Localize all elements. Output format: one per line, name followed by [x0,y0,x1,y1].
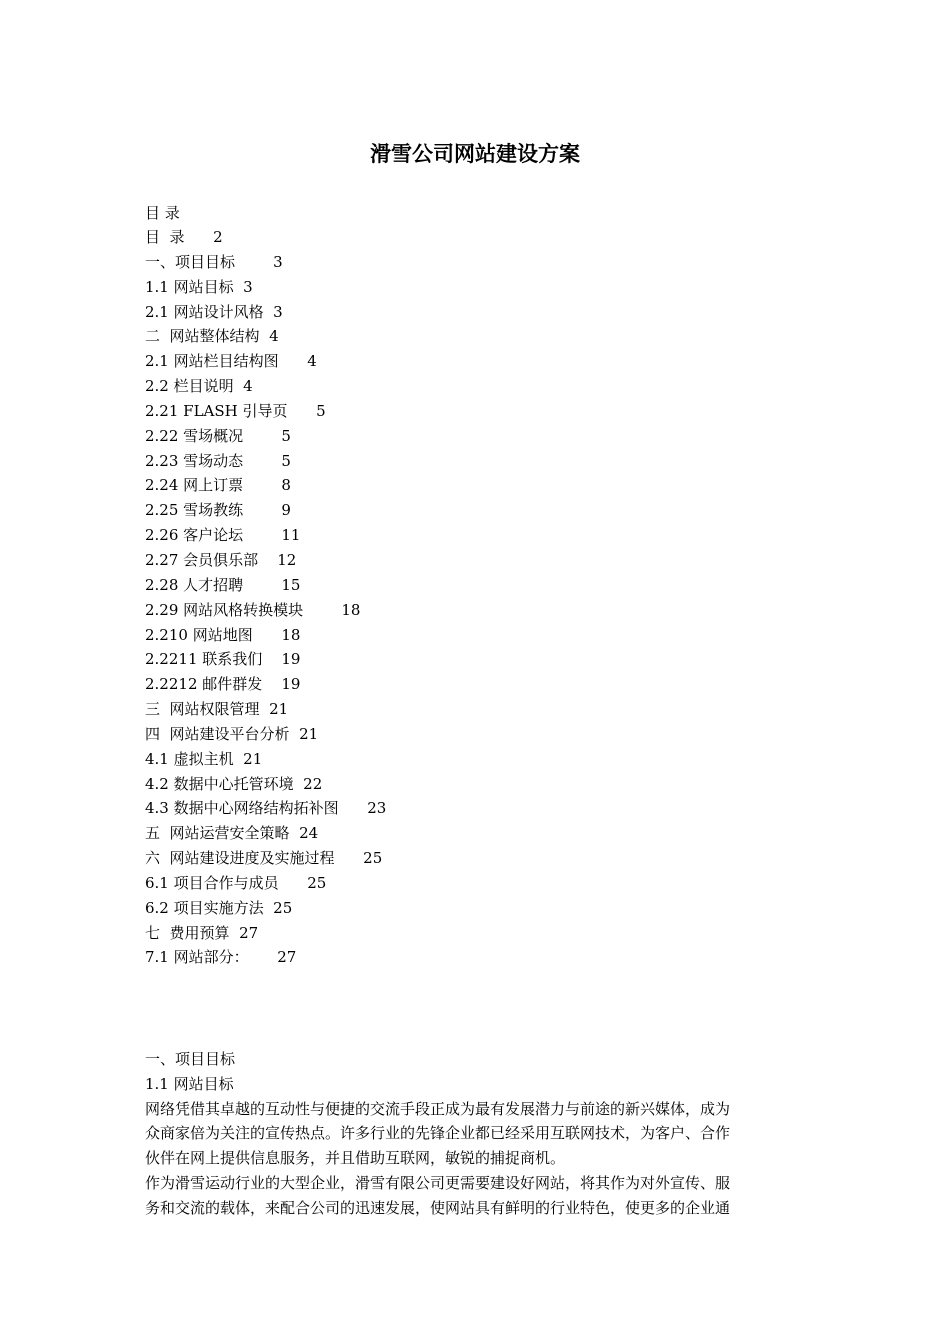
toc-entry-page: 23 [367,799,387,818]
toc-entry-page: 18 [281,625,301,644]
toc-entry-label: 7.1 网站部分： [145,948,249,967]
toc-entry-page: 19 [281,650,301,669]
toc-entry-gap [230,924,240,942]
toc-entry-page: 5 [316,401,326,420]
toc-entry[interactable] [145,673,386,698]
toc-entry[interactable] [145,599,386,624]
toc-entry-gap [290,725,300,743]
toc-entry-page: 5 [281,451,291,470]
toc-entry[interactable] [145,474,386,499]
toc-entry-gap [234,750,244,768]
toc-entry-label: 4.1 虚拟主机 [145,749,234,768]
toc-entry-label: 2.26 客户论坛 [145,526,244,545]
toc-entry-page: 27 [277,948,297,967]
document-title: 滑雪公司网站建设方案 [370,141,580,166]
paragraph-line: 网络凭借其卓越的互动性与便捷的交流手段正成为最有发展潜力与前途的新兴媒体，成为 [145,1099,731,1118]
toc-entry[interactable] [145,350,386,375]
toc-entry-page: 21 [243,749,263,768]
toc-entry[interactable] [145,375,386,400]
toc-entry-gap [243,452,281,470]
toc-entry-gap [185,228,214,246]
toc-entry-page: 25 [273,898,293,917]
toc-entry-page: 5 [281,426,291,445]
toc-entry-label: 4.3 数据中心网络结构拓补图 [145,799,339,818]
toc-entry-page: 22 [303,774,323,793]
toc-entry-page: 19 [281,675,301,694]
toc-entry-gap [234,377,244,395]
section-heading: 一、项目目标 [145,1050,236,1068]
toc-entry-page: 4 [307,352,317,371]
toc-entry-page: 3 [243,277,253,296]
toc-entry-gap [264,899,274,917]
toc-entry-gap [253,626,282,644]
toc-entry-page: 18 [341,600,361,619]
toc-entry-page: 4 [269,327,279,346]
toc-entry-gap [243,476,281,494]
paragraph-line: 务和交流的载体，来配合公司的迅速发展，使网站具有鲜明的行业特色，使更多的企业通 [145,1198,731,1217]
subsection-heading: 1.1 网站目标 [145,1074,234,1093]
toc-entry[interactable] [145,648,386,673]
toc-entry-page: 11 [281,526,301,545]
toc-entry-gap [279,874,308,892]
toc-entry-page: 3 [273,252,283,271]
toc-entry-label: 2.25 雪场教练 [145,501,244,520]
paragraph-line: 伙伴在网上提供信息服务，并且借助互联网，敏锐的捕捉商机。 [145,1149,566,1168]
paragraph-line: 作为滑雪运动行业的大型企业，滑雪有限公司更需要建设好网站，将其作为对外宣传、服 [145,1173,731,1192]
toc-entry-label: 6.1 项目合作与成员 [145,873,279,892]
toc-entry-label: 2.2211 联系我们 [145,650,263,669]
toc-entry-label: 4.2 数据中心托管环境 [145,774,294,793]
toc-entry-label: 2.24 网上订票 [145,476,244,495]
toc-entry[interactable] [145,773,386,798]
toc-entry-gap [249,948,278,966]
toc-entry-label: 2.27 会员俱乐部 [145,550,259,569]
toc-entry-label: 二 网站整体结构 [145,327,260,346]
toc-entry-gap [260,700,270,718]
toc-entry-page: 2 [213,228,223,246]
toc-entry[interactable] [145,897,386,922]
toc-heading: 目 录 [145,204,180,222]
toc-entry[interactable] [145,276,386,301]
toc-entry-label: 2.1 网站设计风格 [145,302,264,321]
toc-entry-page: 27 [239,923,259,942]
toc-entry-gap [234,278,244,296]
toc-entry-label: 六 网站建设进度及实施过程 [145,849,335,868]
toc-entry-label: 四 网站建设平台分析 [145,724,290,743]
toc-entry-page: 21 [269,700,289,719]
toc-entry[interactable] [145,574,386,599]
toc-entry-page: 24 [299,824,319,843]
toc-entry-label: 2.23 雪场动态 [145,451,244,470]
table-of-contents [145,226,386,971]
toc-entry-page: 21 [299,724,319,743]
toc-entry-page: 25 [307,873,327,892]
toc-entry[interactable] [145,922,386,947]
toc-entry-label: 2.1 网站栏目结构图 [145,352,279,371]
toc-entry-gap [243,427,281,445]
paragraph [145,1097,810,1171]
toc-entry-gap [279,352,308,370]
toc-entry-label: 三 网站权限管理 [145,700,260,719]
toc-entry[interactable] [145,400,386,425]
toc-entry-gap [264,303,274,321]
toc-entry-page: 3 [273,302,283,321]
toc-entry-gap [243,576,281,594]
toc-entry-gap [303,601,341,619]
toc-entry[interactable] [145,325,386,350]
toc-entry-page: 9 [281,501,291,520]
toc-entry-page: 25 [363,849,383,868]
toc-entry-label: 2.2 栏目说明 [145,377,234,396]
toc-entry[interactable] [145,847,386,872]
toc-entry-gap [258,551,277,569]
toc-entry-gap [288,402,317,420]
toc-entry-label: 2.28 人才招聘 [145,575,244,594]
toc-entry[interactable] [145,499,386,524]
toc-entry[interactable] [145,723,386,748]
toc-entry-label: 2.22 雪场概况 [145,426,244,445]
toc-entry-gap [243,501,281,519]
toc-entry-gap [262,675,281,693]
toc-entry[interactable] [145,946,386,971]
toc-entry-gap [235,253,273,271]
toc-entry[interactable] [145,549,386,574]
toc-entry-gap [290,824,300,842]
toc-entry[interactable] [145,797,386,822]
toc-entry[interactable] [145,301,386,326]
toc-entry-label: 目 录 [145,228,185,246]
toc-entry[interactable] [145,698,386,723]
toc-entry-gap [243,526,281,544]
toc-entry-gap [260,327,270,345]
toc-entry[interactable] [145,226,386,251]
toc-entry-label: 一、项目目标 [145,252,236,271]
toc-entry[interactable] [145,822,386,847]
toc-entry-label: 2.2212 邮件群发 [145,675,263,694]
toc-entry-page: 15 [281,575,301,594]
toc-entry-page: 4 [243,377,253,396]
toc-entry[interactable] [145,251,386,276]
toc-entry-label: 七 费用预算 [145,923,230,942]
toc-entry-gap [262,650,281,668]
toc-entry-gap [339,799,368,817]
paragraph-line: 众商家倍为关注的宣传热点。许多行业的先锋企业都已经采用互联网技术，为客户、合作 [145,1124,731,1143]
toc-entry-gap [335,849,364,867]
toc-entry[interactable] [145,425,386,450]
toc-entry-label: 1.1 网站目标 [145,277,234,296]
toc-entry-label: 2.210 网站地图 [145,625,253,644]
toc-entry[interactable] [145,450,386,475]
toc-entry[interactable] [145,872,386,897]
toc-entry-page: 12 [277,550,297,569]
paragraph [145,1171,810,1221]
toc-entry-gap [294,775,304,793]
toc-entry-label: 2.21 FLASH 引导页 [145,401,288,420]
toc-entry-label: 五 网站运营安全策略 [145,824,290,843]
toc-entry[interactable] [145,624,386,649]
toc-entry-label: 6.2 项目实施方法 [145,898,264,917]
toc-entry[interactable] [145,524,386,549]
toc-entry-label: 2.29 网站风格转换模块 [145,600,304,619]
toc-entry[interactable] [145,748,386,773]
toc-entry-page: 8 [281,476,291,495]
body-text [145,1047,810,1221]
